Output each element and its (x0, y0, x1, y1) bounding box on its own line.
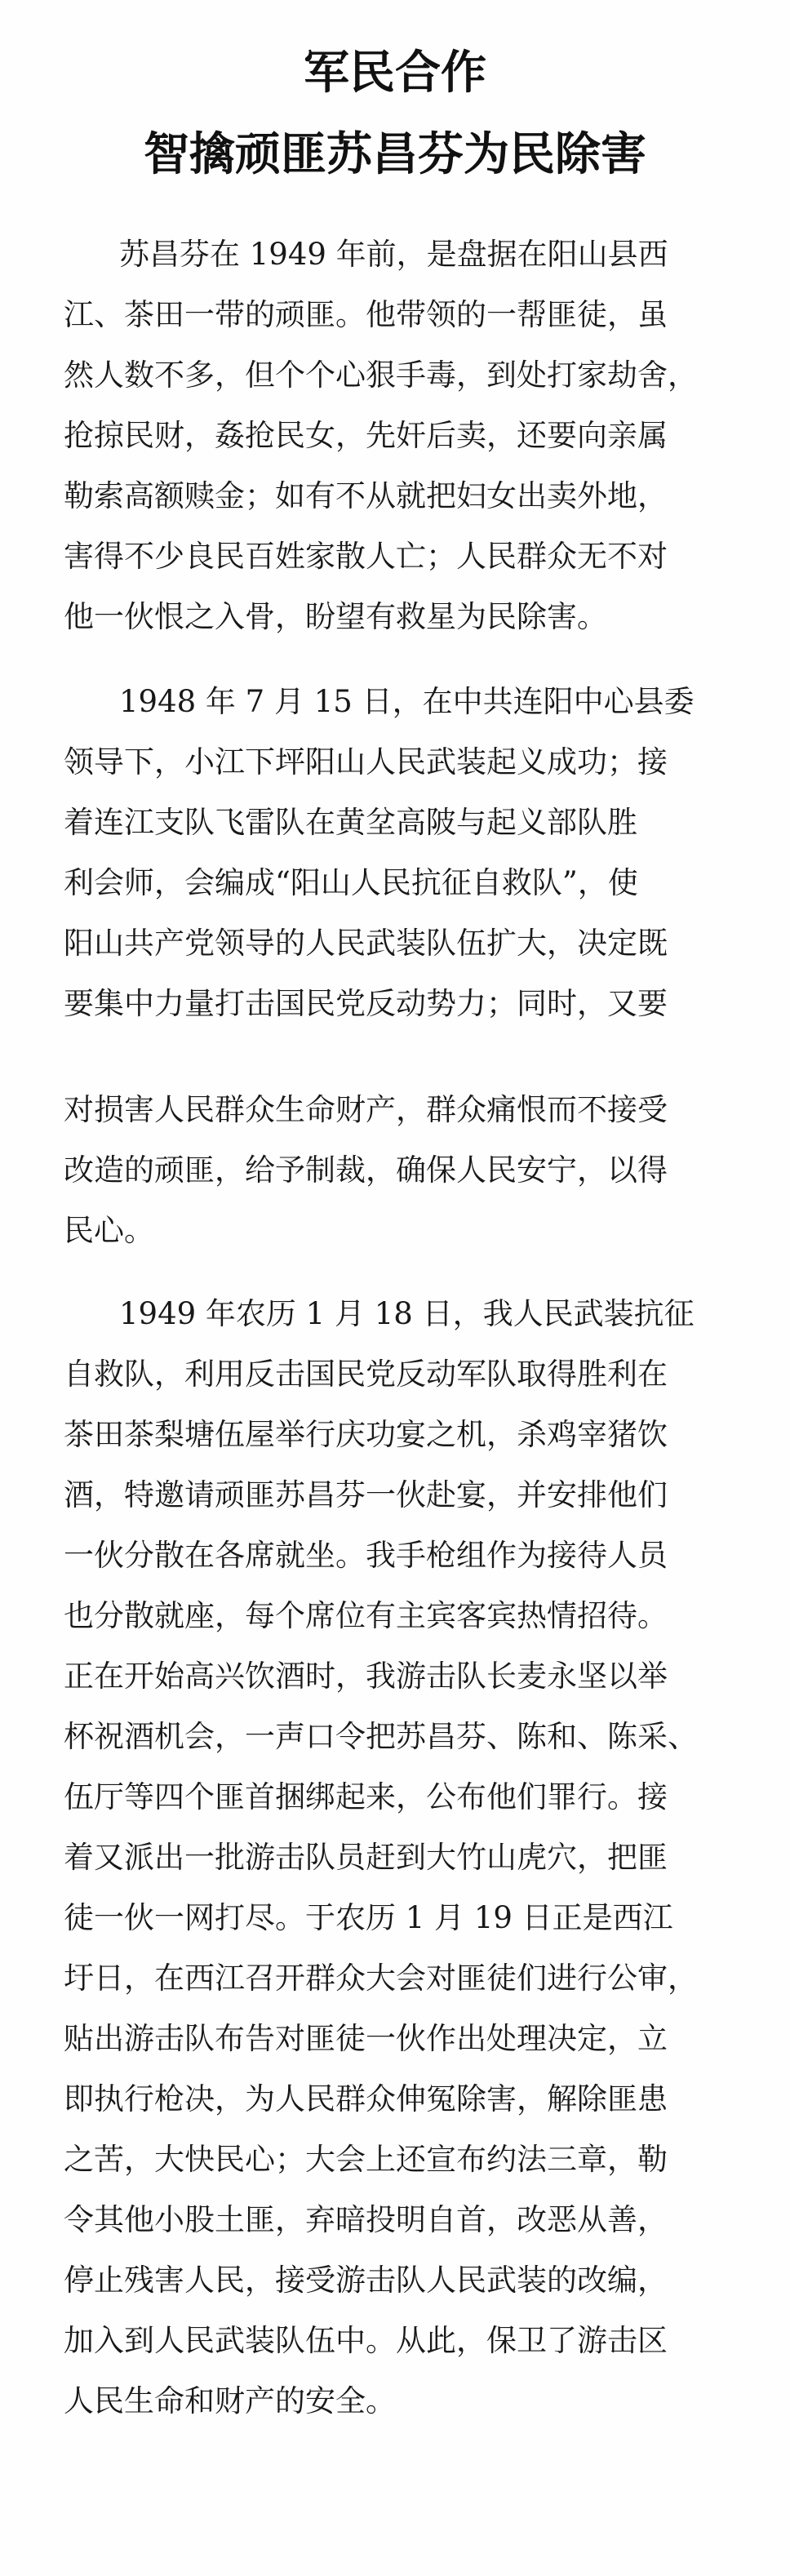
paragraph-3-line: 伍厅等四个匪首捆绑起来，公布他们罪行。接 (64, 1779, 668, 1814)
paragraph-2-line: 阳山共产党领导的人民武装队伍扩大，决定既 (64, 926, 668, 961)
paragraph-2-line: 利会师，会编成“阳山人民抗征自救队”，使 (64, 865, 638, 900)
paragraph-3-line: 停止残害人民，接受游击队人民武装的改编， (64, 2263, 668, 2298)
paragraph-1-line: 苏昌芬在 1949 年前，是盘据在阳山县西 (119, 237, 668, 272)
document-title-line-1: 军民合作 (304, 47, 486, 100)
paragraph-3-line: 1949 年农历 1 月 18 日，我人民武装抗征 (119, 1296, 695, 1331)
paragraph-3-line: 贴出游击队布告对匪徒一伙作出处理决定，立 (64, 2021, 668, 2056)
document-title-line-2: 智擒顽匪苏昌芬为民除害 (144, 128, 646, 181)
paragraph-3-line: 着又派出一批游击队员赶到大竹山虎穴，把匪 (64, 1840, 668, 1875)
paragraph-1-line: 勒索高额赎金；如有不从就把妇女出卖外地， (64, 478, 668, 513)
paragraph-3-line: 一伙分散在各席就坐。我手枪组作为接待人员 (64, 1538, 668, 1573)
paragraph-3-line: 也分散就座，每个席位有主宾客宾热情招待。 (64, 1598, 668, 1633)
paragraph-3-line: 杯祝酒机会，一声口令把苏昌芬、陈和、陈采、 (64, 1719, 698, 1754)
paragraph-3-line: 人民生命和财产的安全。 (64, 2383, 396, 2418)
paragraph-3-line: 茶田茶梨塘伍屋举行庆功宴之机，杀鸡宰猪饮 (64, 1417, 668, 1452)
paragraph-3-line: 令其他小股土匪，弃暗投明自首，改恶从善， (64, 2202, 668, 2237)
paragraph-3-line: 加入到人民武装队伍中。从此，保卫了游击区 (64, 2323, 668, 2358)
paragraph-1-line: 然人数不多，但个个心狠手毒，到处打家劫舍， (64, 358, 698, 393)
paragraph-1-line: 害得不少良民百姓家散人亡；人民群众无不对 (64, 539, 668, 574)
paragraph-3-line: 正在开始高兴饮酒时，我游击队长麦永坚以举 (64, 1659, 668, 1694)
paragraph-3-line: 之苦，大快民心；大会上还宣布约法三章，勒 (64, 2142, 668, 2177)
paragraph-2-line: 民心。 (64, 1213, 154, 1248)
paragraph-1-line: 江、茶田一带的顽匪。他带领的一帮匪徒，虽 (64, 297, 668, 332)
paragraph-3-line: 圩日，在西江召开群众大会对匪徒们进行公审， (64, 1961, 698, 1996)
paragraph-3-line: 即执行枪决，为人民群众伸冤除害，解除匪患 (64, 2081, 668, 2116)
paragraph-1-line: 抢掠民财，姦抢民女，先奸后卖，还要向亲属 (64, 418, 668, 453)
paragraph-2-line: 改造的顽匪，给予制裁，确保人民安宁，以得 (64, 1153, 668, 1188)
paragraph-2-line: 1948 年 7 月 15 日，在中共连阳中心县委 (119, 684, 695, 719)
paragraph-1-line: 他一伙恨之入骨，盼望有救星为民除害。 (64, 599, 607, 634)
paragraph-2-line: 要集中力量打击国民党反动势力；同时，又要 (64, 986, 668, 1021)
paragraph-2-line: 对损害人民群众生命财产，群众痛恨而不接受 (64, 1092, 668, 1127)
paragraph-2-line: 着连江支队飞雷队在黄坌高陂与起义部队胜 (64, 805, 637, 840)
paragraph-3-line: 酒，特邀请顽匪苏昌芬一伙赴宴，并安排他们 (64, 1477, 668, 1512)
paragraph-3-line: 自救队，利用反击国民党反动军队取得胜利在 (64, 1357, 668, 1392)
paragraph-3-line: 徒一伙一网打尽。于农历 1 月 19 日正是西江 (64, 1900, 673, 1935)
paragraph-2-line: 领导下，小江下坪阳山人民武装起义成功；接 (64, 744, 668, 779)
